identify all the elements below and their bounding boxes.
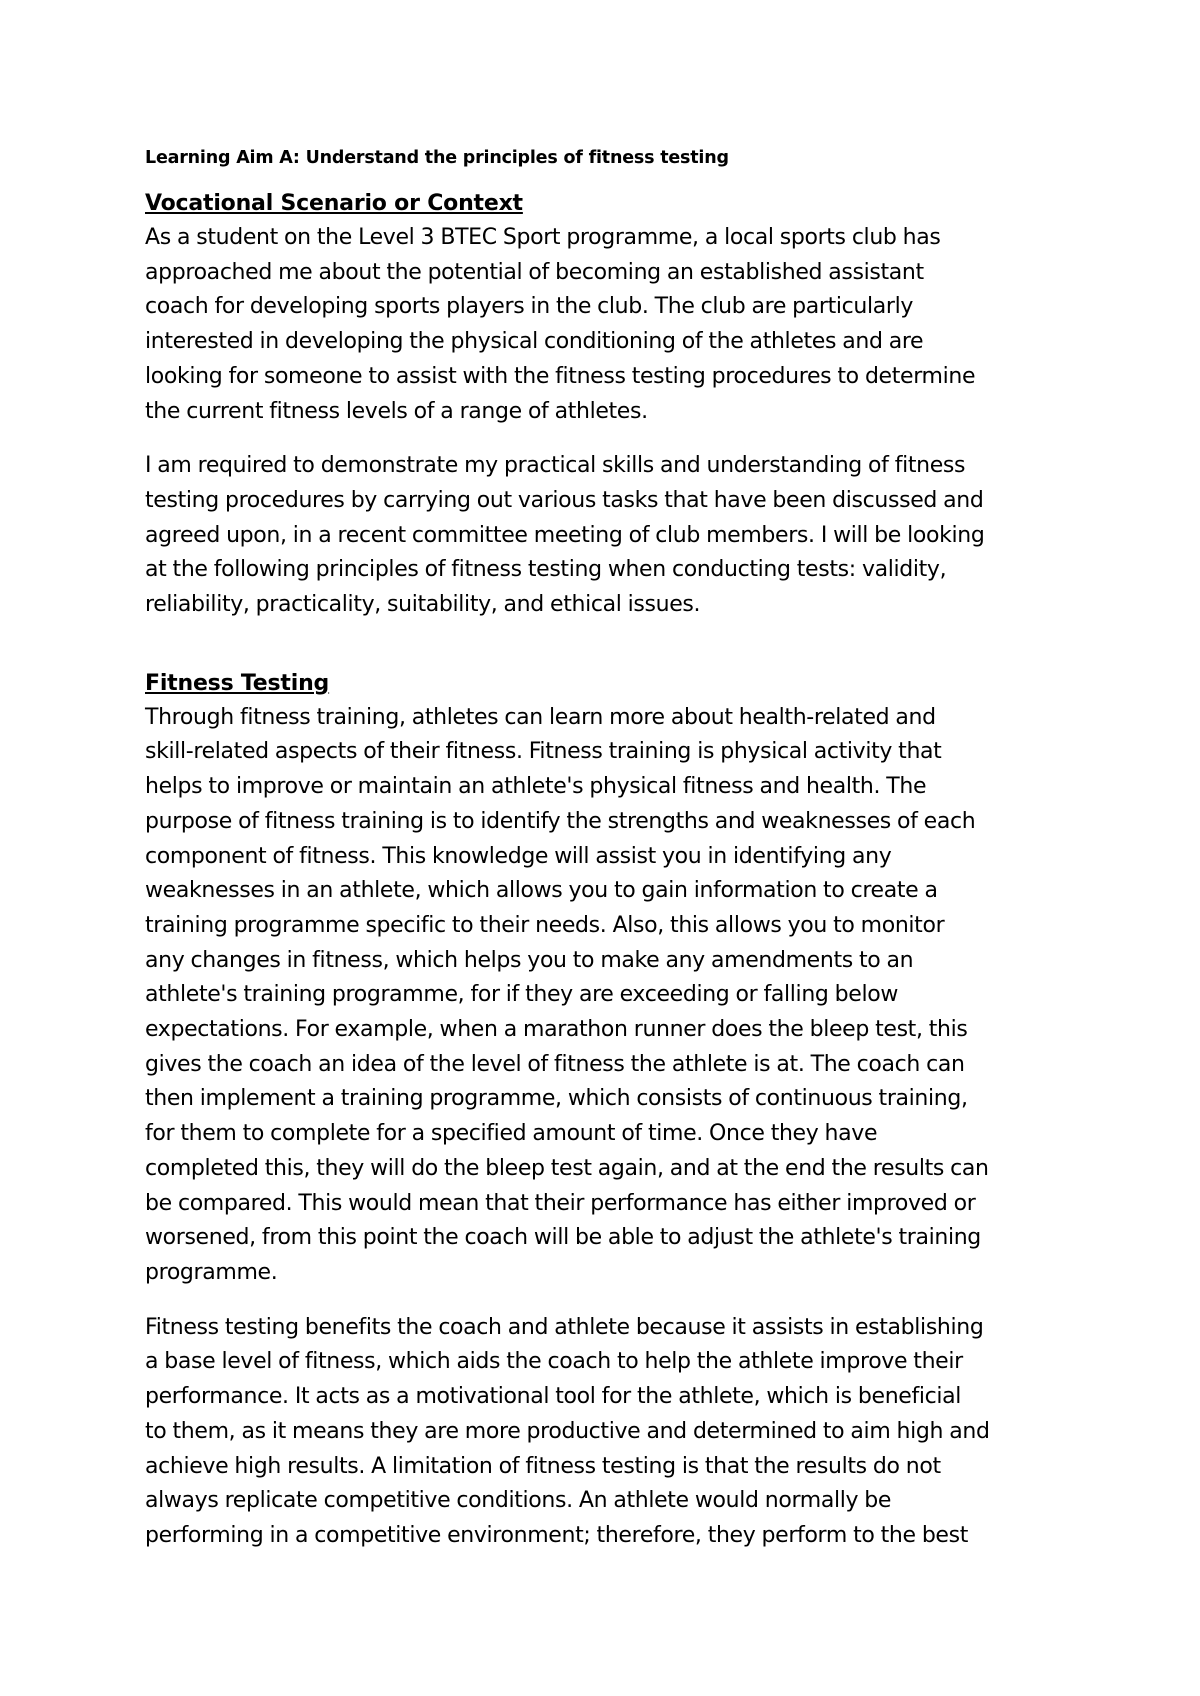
section-spacer (145, 643, 1075, 667)
section-heading-vocational-scenario: Vocational Scenario or Context (145, 191, 523, 216)
paragraph-scenario-requirements: I am required to demonstrate my practical skills and understanding of fitness testing procedures by carrying out various tasks that have been discussed and agreed upon, in a recent committee meeting of club members. I will be looking at the following principles of fitness testing when conducting tests: validity, reliability, practicality, suitability, and ethical issues. (145, 453, 985, 618)
document-body (145, 145, 1075, 1574)
document-title: Learning Aim A: Understand the principles of fitness testing (145, 148, 729, 168)
paragraph-fitness-training: Through fitness training, athletes can learn more about health-related and skill-related aspects of their fitness. Fitness training is physical activity that helps to improve or maintain an athlete's physical fitness and health. The purpose of fitness training is to identify the strengths and weaknesses of each component of fitness. This knowledge will assist you in identifying any weaknesses in an athlete, which allows you to gain information to create a training programme specific to their needs. Also, this allows you to monitor any changes in fitness, which helps you to make any amendments to an athlete's training programme, for if they are exceeding or falling below expectations. For example, when a marathon runner does the bleep test, this gives the coach an idea of the level of fitness the athlete is at. The coach can then implement a training programme, which consists of continuous training, for them to complete for a specified amount of time. Once they have completed this, they will do the bleep test again, and at the end the results can be compared. This would mean that their performance has either improved or worsened, from this point the coach will be able to adjust the athlete's training programme. (145, 704, 989, 1285)
section-fitness-testing (145, 667, 1075, 1554)
section-vocational-scenario (145, 187, 1075, 623)
paragraph-scenario-intro: As a student on the Level 3 BTEC Sport programme, a local sports club has approached me about the potential of becoming an established assistant coach for developing sports players in the club. The club are particularly interested in developing the physical conditioning of the athletes and are looking for someone to assist with the fitness testing procedures to determine the current fitness levels of a range of athletes. (145, 225, 976, 424)
paragraph-fitness-testing-benefits: Fitness testing benefits the coach and athlete because it assists in establishing a base level of fitness, which aids the coach to help the athlete improve their performance. It acts as a motivational tool for the athlete, which is beneficial to them, as it means they are more productive and determined to aim high and achieve high results. A limitation of fitness testing is that the results do not always replicate competitive conditions. An athlete would normally be performing in a competitive environment; therefore, they perform to the best (145, 1314, 990, 1548)
section-heading-fitness-testing: Fitness Testing (145, 670, 330, 696)
